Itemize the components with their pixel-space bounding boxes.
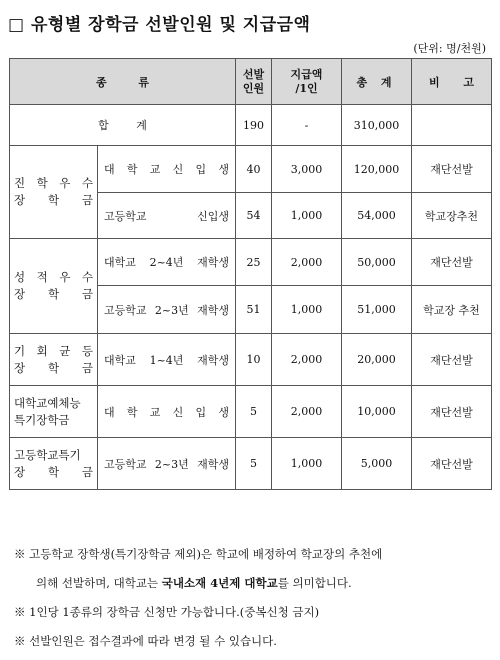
total-cell: 54,000 bbox=[342, 193, 412, 239]
subcategory-cell: 고등학교 2~3년 재학생 bbox=[98, 438, 236, 490]
total-cell: 50,000 bbox=[342, 239, 412, 286]
count-cell: 51 bbox=[236, 286, 272, 334]
sum-row bbox=[10, 105, 492, 146]
header-note: 비 고 bbox=[412, 59, 492, 105]
count-cell: 25 bbox=[236, 239, 272, 286]
category-cell: 고등학교특기 장 학 금 bbox=[10, 438, 98, 490]
subcategory-cell: 고등학교 신입생 bbox=[98, 193, 236, 239]
table-row bbox=[10, 438, 492, 490]
sum-count: 190 bbox=[236, 105, 272, 146]
subcategory-cell: 대 학 교 신 입 생 bbox=[98, 386, 236, 438]
total-cell: 120,000 bbox=[342, 146, 412, 193]
count-cell: 5 bbox=[236, 386, 272, 438]
count-cell: 40 bbox=[236, 146, 272, 193]
subcategory-cell: 대 학 교 신 입 생 bbox=[98, 146, 236, 193]
sum-amount: - bbox=[272, 105, 342, 146]
count-cell: 54 bbox=[236, 193, 272, 239]
amount-cell: 1,000 bbox=[272, 438, 342, 490]
category-cell: 진 학 우 수 장 학 금 bbox=[10, 146, 98, 239]
total-cell: 5,000 bbox=[342, 438, 412, 490]
amount-cell: 2,000 bbox=[272, 334, 342, 386]
header-count: 선발 인원 bbox=[236, 59, 272, 105]
highlighted-text: 국내소재 4년제 대학교 bbox=[161, 576, 278, 590]
page-title: □ 유형별 장학금 선발인원 및 지급금액 bbox=[8, 15, 311, 35]
count-cell: 10 bbox=[236, 334, 272, 386]
subcategory-cell: 대학교 2~4년 재학생 bbox=[98, 239, 236, 286]
note-cell: 재단선발 bbox=[412, 239, 492, 286]
amount-cell: 2,000 bbox=[272, 239, 342, 286]
count-cell: 5 bbox=[236, 438, 272, 490]
header-kind: 종 류 bbox=[10, 59, 236, 105]
header-total: 총 계 bbox=[342, 59, 412, 105]
scholarship-table bbox=[9, 58, 492, 490]
note-1-line-2: 의해 선발하며, 대학교는 국내소재 4년제 대학교를 의미합니다. bbox=[36, 576, 352, 590]
note-cell: 재단선발 bbox=[412, 146, 492, 193]
sum-note bbox=[412, 105, 492, 146]
table-row bbox=[10, 334, 492, 386]
category-cell: 성 적 우 수 장 학 금 bbox=[10, 239, 98, 334]
note-cell: 재단선발 bbox=[412, 334, 492, 386]
total-cell: 51,000 bbox=[342, 286, 412, 334]
header-row bbox=[10, 59, 492, 105]
note-cell: 재단선발 bbox=[412, 386, 492, 438]
category-cell: 기 회 균 등 장 학 금 bbox=[10, 334, 98, 386]
total-cell: 10,000 bbox=[342, 386, 412, 438]
note-cell: 재단선발 bbox=[412, 438, 492, 490]
table-row bbox=[10, 239, 492, 286]
subcategory-cell: 고등학교 2~3년 재학생 bbox=[98, 286, 236, 334]
note-2: ※ 1인당 1종류의 장학금 신청만 가능합니다.(중복신청 금지) bbox=[14, 605, 320, 619]
subcategory-cell: 대학교 1~4년 재학생 bbox=[98, 334, 236, 386]
sum-total: 310,000 bbox=[342, 105, 412, 146]
note-cell: 학교장추천 bbox=[412, 193, 492, 239]
unit-label: (단위: 명/천원) bbox=[413, 42, 486, 55]
amount-cell: 1,000 bbox=[272, 286, 342, 334]
note-3: ※ 선발인원은 접수결과에 따라 변경 될 수 있습니다. bbox=[14, 634, 277, 648]
category-cell: 대학교예체능 특기장학금 bbox=[10, 386, 98, 438]
table-row bbox=[10, 386, 492, 438]
amount-cell: 3,000 bbox=[272, 146, 342, 193]
notes-section bbox=[14, 540, 494, 656]
note-cell: 학교장 추천 bbox=[412, 286, 492, 334]
header-amount: 지급액 /1인 bbox=[272, 59, 342, 105]
total-cell: 20,000 bbox=[342, 334, 412, 386]
amount-cell: 1,000 bbox=[272, 193, 342, 239]
sum-label: 합 계 bbox=[10, 105, 236, 146]
amount-cell: 2,000 bbox=[272, 386, 342, 438]
note-1-line-1: ※ 고등학교 장학생(특기장학금 제외)은 학교에 배정하여 학교장의 추천에 bbox=[14, 547, 383, 561]
table-row bbox=[10, 146, 492, 193]
